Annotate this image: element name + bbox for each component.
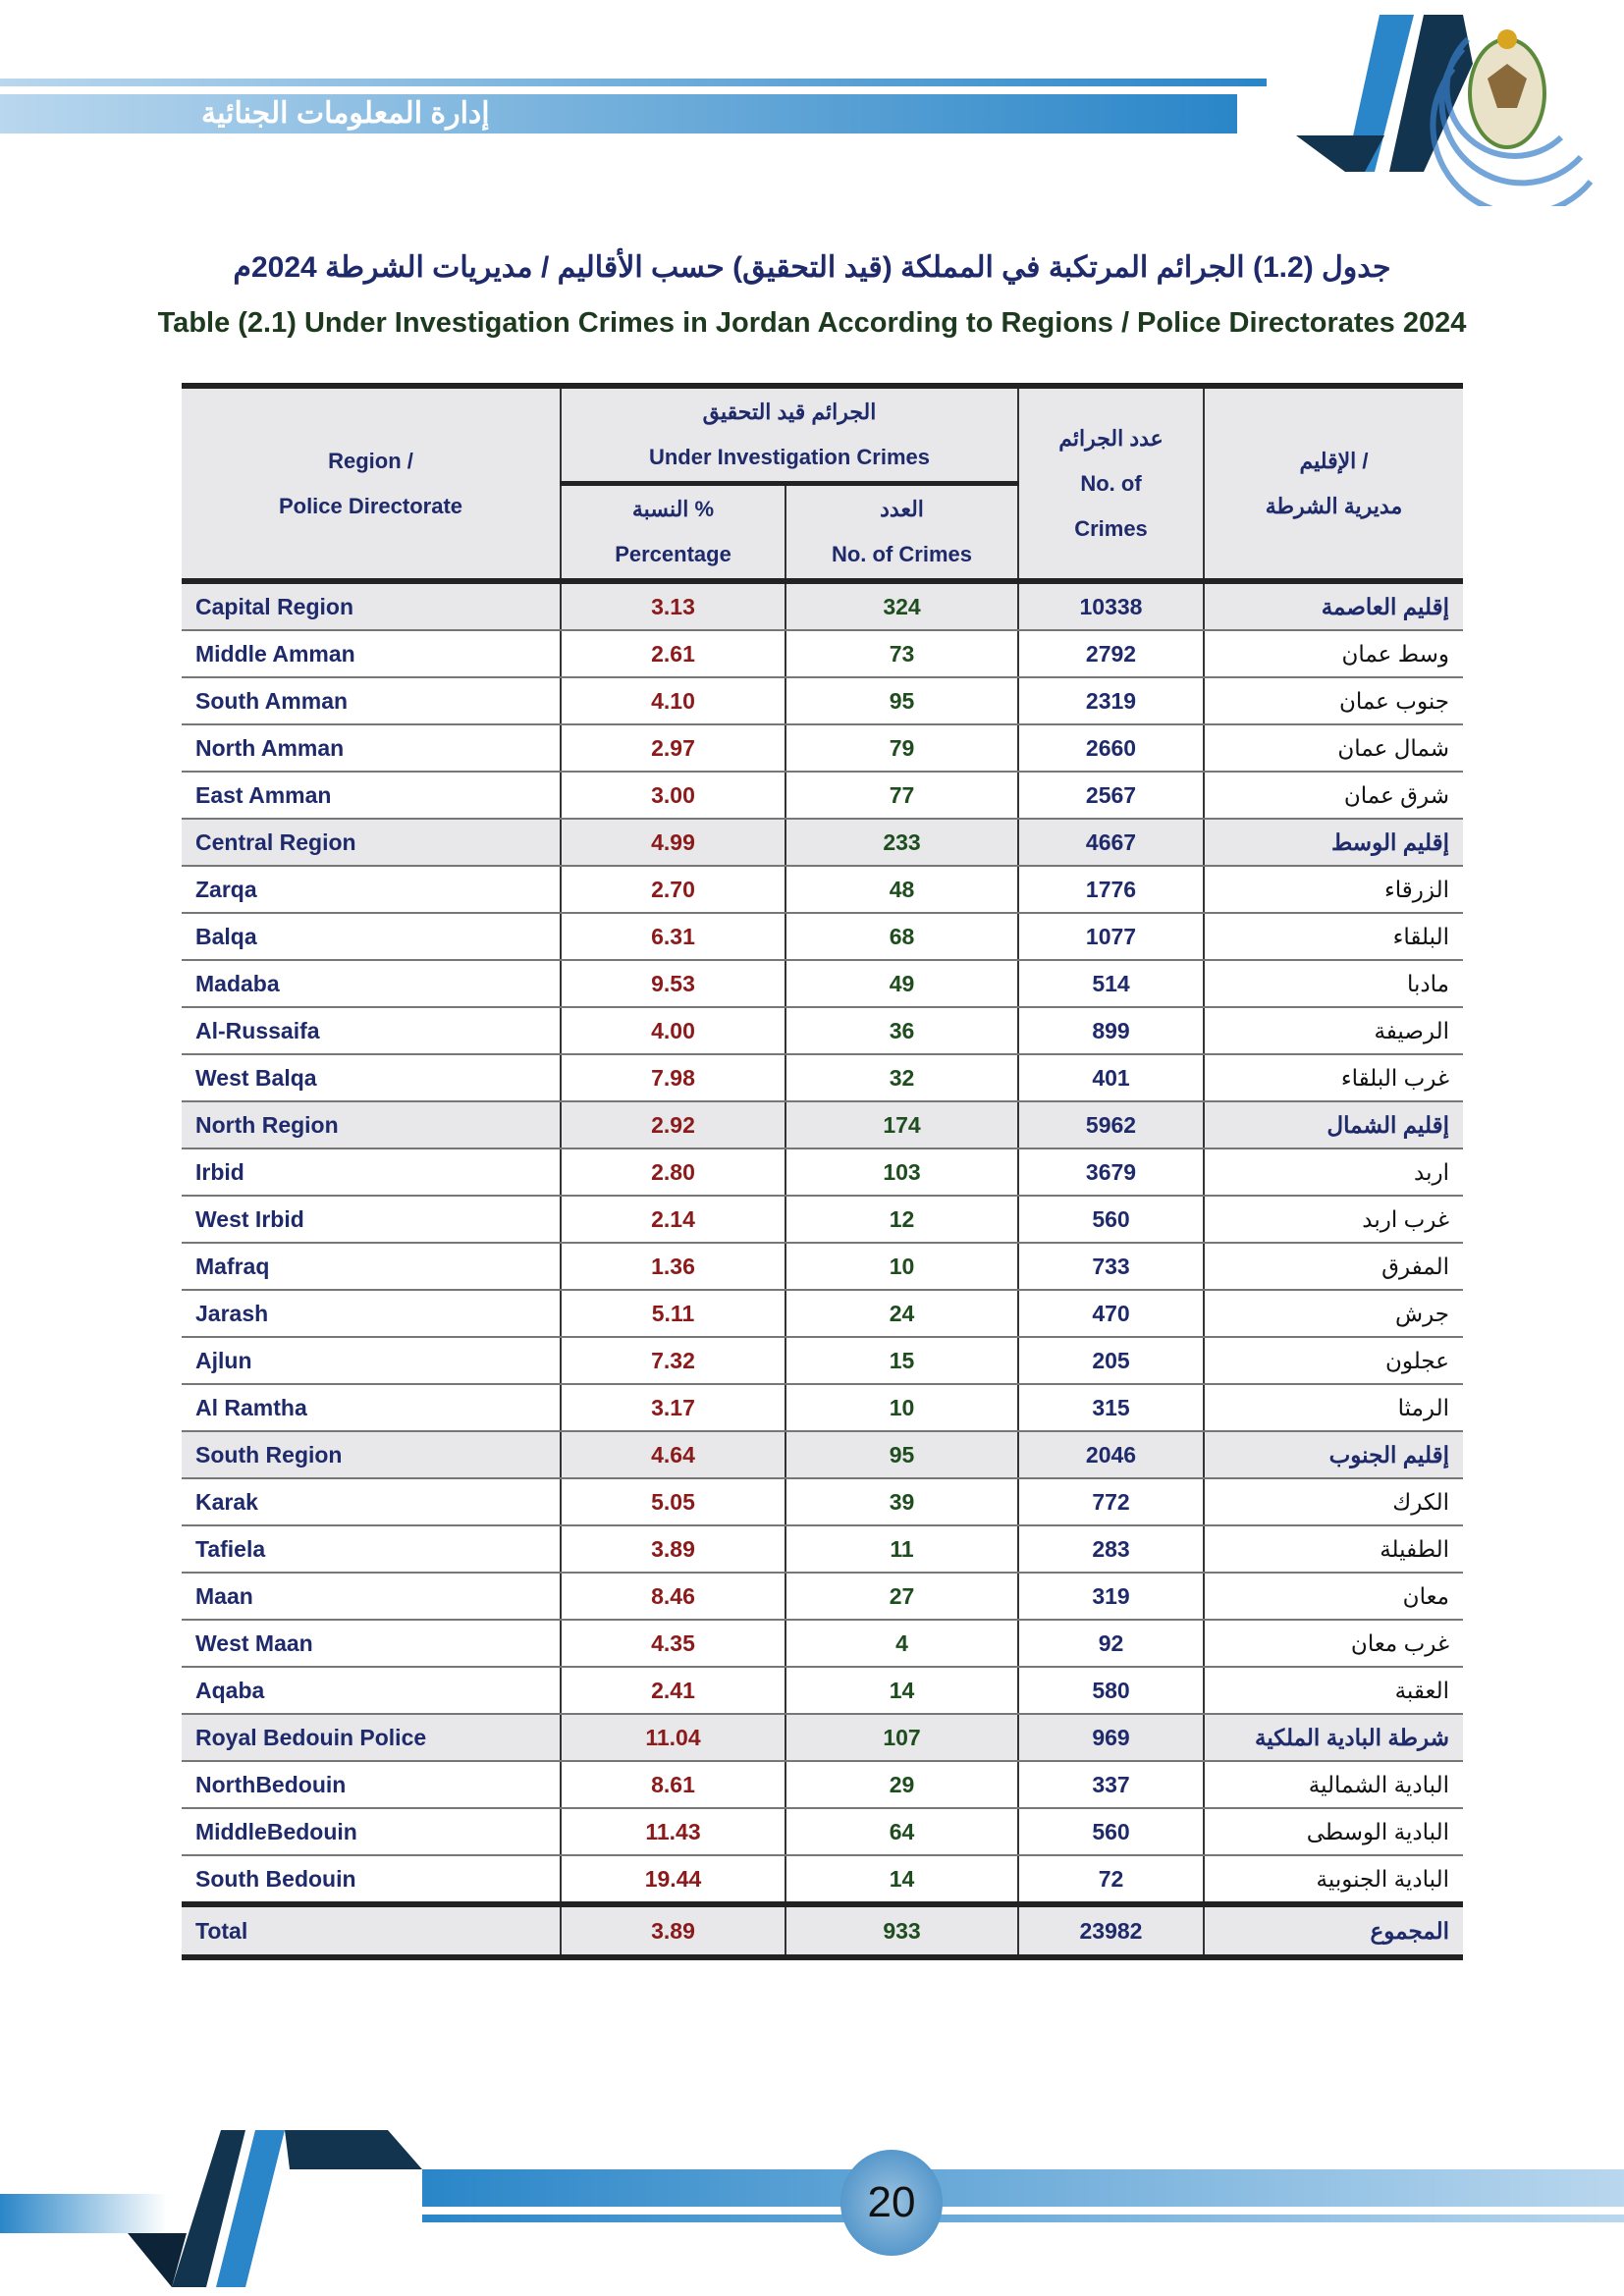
cell-name-en: Tafiela (182, 1525, 561, 1573)
table-row (182, 866, 1463, 913)
table-row (182, 1573, 1463, 1620)
cell-name-en: Mafraq (182, 1243, 561, 1290)
header-under-investigation (561, 386, 1018, 484)
cell-total-crimes: 319 (1018, 1573, 1204, 1620)
cell-percentage: 4.64 (561, 1431, 785, 1478)
header-text: Percentage (615, 542, 731, 566)
table-row (182, 1337, 1463, 1384)
cell-total-crimes: 733 (1018, 1243, 1204, 1290)
cell-total-crimes: 2046 (1018, 1431, 1204, 1478)
cell-name-en: NorthBedouin (182, 1761, 561, 1808)
table-row (182, 630, 1463, 677)
footer-stripes-decoration (128, 2125, 442, 2296)
cell-count: 95 (785, 1431, 1018, 1478)
cell-name-en: Al Ramtha (182, 1384, 561, 1431)
cell-name-ar: مادبا (1204, 960, 1463, 1007)
cell-name-ar: شرطة البادية الملكية (1204, 1714, 1463, 1761)
cell-name-ar: اربد (1204, 1148, 1463, 1196)
cell-name-en: North Amman (182, 724, 561, 772)
cell-total-crimes: 580 (1018, 1667, 1204, 1714)
cell-total-crimes: 1776 (1018, 866, 1204, 913)
cell-percentage: 3.89 (561, 1904, 785, 1957)
cell-total-crimes: 2792 (1018, 630, 1204, 677)
table-row (182, 1054, 1463, 1101)
table-row (182, 1667, 1463, 1714)
cell-percentage: 1.36 (561, 1243, 785, 1290)
cell-name-en: South Region (182, 1431, 561, 1478)
region-row (182, 581, 1463, 630)
cell-name-ar: معان (1204, 1573, 1463, 1620)
cell-total-crimes: 899 (1018, 1007, 1204, 1054)
cell-count: 95 (785, 677, 1018, 724)
cell-name-en: Jarash (182, 1290, 561, 1337)
table-row (182, 1290, 1463, 1337)
cell-name-ar: غرب اربد (1204, 1196, 1463, 1243)
cell-percentage: 9.53 (561, 960, 785, 1007)
header-region-en (182, 386, 561, 581)
table-row (182, 1384, 1463, 1431)
cell-name-en: Total (182, 1904, 561, 1957)
cell-count: 15 (785, 1337, 1018, 1384)
cell-name-en: Capital Region (182, 581, 561, 630)
cell-name-en: Ajlun (182, 1337, 561, 1384)
cell-total-crimes: 23982 (1018, 1904, 1204, 1957)
cell-name-en: North Region (182, 1101, 561, 1148)
cell-percentage: 8.61 (561, 1761, 785, 1808)
table-row (182, 1855, 1463, 1904)
cell-count: 77 (785, 772, 1018, 819)
cell-name-ar: البادية الوسطى (1204, 1808, 1463, 1855)
cell-percentage: 3.13 (561, 581, 785, 630)
cell-count: 10 (785, 1384, 1018, 1431)
cell-name-ar: شمال عمان (1204, 724, 1463, 772)
header-count (785, 484, 1018, 582)
cell-name-en: Balqa (182, 913, 561, 960)
cell-count: 103 (785, 1148, 1018, 1196)
cell-name-ar: جنوب عمان (1204, 677, 1463, 724)
cell-count: 12 (785, 1196, 1018, 1243)
region-row (182, 819, 1463, 866)
cell-percentage: 5.11 (561, 1290, 785, 1337)
table-row (182, 772, 1463, 819)
cell-count: 4 (785, 1620, 1018, 1667)
cell-name-en: West Maan (182, 1620, 561, 1667)
cell-percentage: 2.92 (561, 1101, 785, 1148)
cell-name-en: Maan (182, 1573, 561, 1620)
cell-name-ar: إقليم العاصمة (1204, 581, 1463, 630)
header-band-thin (0, 79, 1267, 86)
table-title-arabic: جدول (1.2) الجرائم المرتكبة في المملكة (قيد التحقيق) حسب الأقاليم / مديريات الشرطة 2024م (233, 251, 1391, 284)
cell-percentage: 19.44 (561, 1855, 785, 1904)
table-row (182, 1478, 1463, 1525)
header-region-ar (1204, 386, 1463, 581)
cell-count: 73 (785, 630, 1018, 677)
cell-total-crimes: 772 (1018, 1478, 1204, 1525)
cell-total-crimes: 470 (1018, 1290, 1204, 1337)
cell-name-ar: شرق عمان (1204, 772, 1463, 819)
cell-count: 36 (785, 1007, 1018, 1054)
cell-count: 174 (785, 1101, 1018, 1148)
cell-total-crimes: 401 (1018, 1054, 1204, 1101)
cell-count: 24 (785, 1290, 1018, 1337)
cell-count: 68 (785, 913, 1018, 960)
cell-count: 324 (785, 581, 1018, 630)
header-text: النسبة % (631, 497, 715, 521)
cell-name-ar: إقليم الجنوب (1204, 1431, 1463, 1478)
cell-name-ar: المفرق (1204, 1243, 1463, 1290)
header-text: عدد الجرائم (1058, 425, 1164, 451)
cell-percentage: 6.31 (561, 913, 785, 960)
cell-count: 933 (785, 1904, 1018, 1957)
cell-name-en: Karak (182, 1478, 561, 1525)
cell-total-crimes: 283 (1018, 1525, 1204, 1573)
total-row (182, 1904, 1463, 1957)
cell-name-en: Al-Russaifa (182, 1007, 561, 1054)
table-row (182, 1525, 1463, 1573)
cell-total-crimes: 3679 (1018, 1148, 1204, 1196)
table-row (182, 913, 1463, 960)
region-row (182, 1431, 1463, 1478)
cell-total-crimes: 5962 (1018, 1101, 1204, 1148)
cell-name-ar: الطفيلة (1204, 1525, 1463, 1573)
header-total-crimes (1018, 386, 1204, 581)
region-row (182, 1714, 1463, 1761)
table-row (182, 1196, 1463, 1243)
cell-count: 11 (785, 1525, 1018, 1573)
footer-band (422, 2169, 1624, 2207)
cell-percentage: 4.10 (561, 677, 785, 724)
table-row (182, 724, 1463, 772)
cell-count: 14 (785, 1667, 1018, 1714)
cell-count: 27 (785, 1573, 1018, 1620)
cell-name-en: Zarqa (182, 866, 561, 913)
cell-name-en: Aqaba (182, 1667, 561, 1714)
cell-name-ar: الرمثا (1204, 1384, 1463, 1431)
cell-total-crimes: 315 (1018, 1384, 1204, 1431)
header-text: العدد (880, 497, 924, 521)
cell-percentage: 7.98 (561, 1054, 785, 1101)
cell-percentage: 7.32 (561, 1337, 785, 1384)
cell-total-crimes: 560 (1018, 1196, 1204, 1243)
cell-name-ar: البادية الشمالية (1204, 1761, 1463, 1808)
cell-name-ar: إقليم الوسط (1204, 819, 1463, 866)
crimes-table (182, 383, 1463, 1960)
cell-name-en: Madaba (182, 960, 561, 1007)
region-row (182, 1101, 1463, 1148)
cell-name-en: Irbid (182, 1148, 561, 1196)
cell-percentage: 2.70 (561, 866, 785, 913)
cell-total-crimes: 10338 (1018, 581, 1204, 630)
table-row (182, 1808, 1463, 1855)
cell-name-en: Central Region (182, 819, 561, 866)
table-row (182, 1007, 1463, 1054)
cell-count: 107 (785, 1714, 1018, 1761)
header-band (0, 94, 1237, 133)
cell-percentage: 2.97 (561, 724, 785, 772)
cell-name-ar: المجموع (1204, 1904, 1463, 1957)
table-row (182, 1148, 1463, 1196)
header-text: No. of Crimes (831, 542, 973, 566)
cell-percentage: 3.17 (561, 1384, 785, 1431)
page-number: 20 (840, 2150, 943, 2256)
cell-total-crimes: 560 (1018, 1808, 1204, 1855)
cell-percentage: 11.04 (561, 1714, 785, 1761)
cell-name-ar: العقبة (1204, 1667, 1463, 1714)
cell-count: 10 (785, 1243, 1018, 1290)
header-percentage (561, 484, 785, 582)
cell-total-crimes: 2660 (1018, 724, 1204, 772)
header-text: مديرية الشرطة (1265, 493, 1403, 518)
header-text: الجرائم قيد التحقيق (702, 400, 877, 424)
cell-percentage: 3.89 (561, 1525, 785, 1573)
cell-name-en: Middle Amman (182, 630, 561, 677)
cell-percentage: 4.99 (561, 819, 785, 866)
header-text: الإقليم / (1299, 448, 1369, 473)
cell-name-en: MiddleBedouin (182, 1808, 561, 1855)
footer-band-thin (422, 2215, 1624, 2222)
cell-name-ar: جرش (1204, 1290, 1463, 1337)
cell-percentage: 4.35 (561, 1620, 785, 1667)
cell-total-crimes: 92 (1018, 1620, 1204, 1667)
cell-name-ar: إقليم الشمال (1204, 1101, 1463, 1148)
cell-total-crimes: 337 (1018, 1761, 1204, 1808)
cell-name-ar: البادية الجنوبية (1204, 1855, 1463, 1904)
cell-percentage: 2.61 (561, 630, 785, 677)
cell-name-ar: عجلون (1204, 1337, 1463, 1384)
table-row (182, 960, 1463, 1007)
cell-total-crimes: 205 (1018, 1337, 1204, 1384)
cell-name-ar: غرب البلقاء (1204, 1054, 1463, 1101)
cell-total-crimes: 514 (1018, 960, 1204, 1007)
cell-name-ar: غرب معان (1204, 1620, 1463, 1667)
header-text: Under Investigation Crimes (648, 445, 931, 469)
cell-percentage: 2.41 (561, 1667, 785, 1714)
cell-name-en: West Balqa (182, 1054, 561, 1101)
cell-count: 233 (785, 819, 1018, 866)
header-text: Region / (328, 448, 413, 473)
table-row (182, 1761, 1463, 1808)
cell-total-crimes: 2567 (1018, 772, 1204, 819)
cell-count: 14 (785, 1855, 1018, 1904)
cell-name-en: East Amman (182, 772, 561, 819)
cell-total-crimes: 1077 (1018, 913, 1204, 960)
cell-total-crimes: 969 (1018, 1714, 1204, 1761)
cell-count: 64 (785, 1808, 1018, 1855)
cell-count: 49 (785, 960, 1018, 1007)
cell-percentage: 3.00 (561, 772, 785, 819)
table-row (182, 677, 1463, 724)
header-text: No. of (1080, 470, 1142, 496)
cell-percentage: 4.00 (561, 1007, 785, 1054)
department-name: إدارة المعلومات الجنائية (201, 97, 490, 130)
header-text: Police Directorate (278, 493, 463, 518)
table-title-english: Table (2.1) Under Investigation Crimes in Jordan According to Regions / Police Directorates 2024 (157, 307, 1467, 339)
cell-total-crimes: 2319 (1018, 677, 1204, 724)
cell-name-ar: الكرك (1204, 1478, 1463, 1525)
cell-percentage: 2.14 (561, 1196, 785, 1243)
police-emblem-logo (1296, 10, 1624, 206)
cell-name-ar: الرصيفة (1204, 1007, 1463, 1054)
cell-name-ar: البلقاء (1204, 913, 1463, 960)
cell-count: 29 (785, 1761, 1018, 1808)
cell-name-en: Royal Bedouin Police (182, 1714, 561, 1761)
cell-name-ar: وسط عمان (1204, 630, 1463, 677)
cell-name-en: West Irbid (182, 1196, 561, 1243)
cell-name-en: South Bedouin (182, 1855, 561, 1904)
cell-percentage: 11.43 (561, 1808, 785, 1855)
header-text: Crimes (1074, 515, 1148, 541)
cell-name-ar: الزرقاء (1204, 866, 1463, 913)
cell-name-en: South Amman (182, 677, 561, 724)
cell-total-crimes: 72 (1018, 1855, 1204, 1904)
table-row (182, 1620, 1463, 1667)
table-row (182, 1243, 1463, 1290)
cell-count: 39 (785, 1478, 1018, 1525)
cell-count: 32 (785, 1054, 1018, 1101)
cell-percentage: 5.05 (561, 1478, 785, 1525)
cell-count: 48 (785, 866, 1018, 913)
cell-percentage: 2.80 (561, 1148, 785, 1196)
cell-percentage: 8.46 (561, 1573, 785, 1620)
cell-total-crimes: 4667 (1018, 819, 1204, 866)
cell-count: 79 (785, 724, 1018, 772)
